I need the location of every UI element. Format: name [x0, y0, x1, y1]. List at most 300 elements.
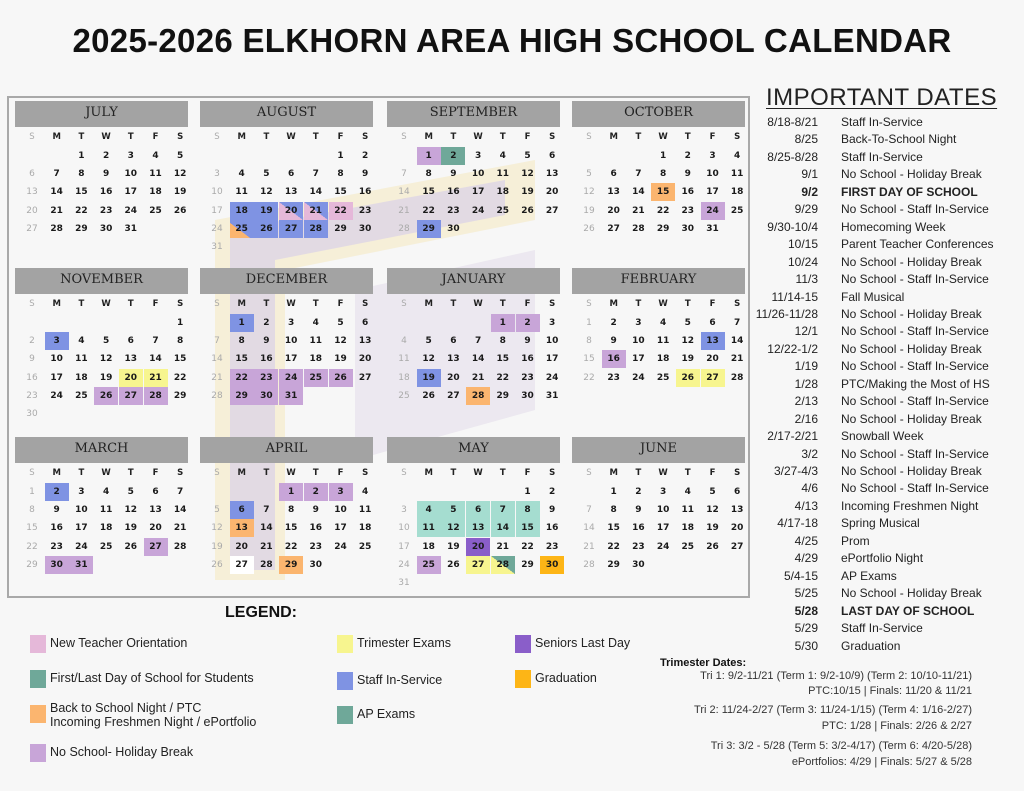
weekday-label: W [473, 299, 483, 309]
month-header: MAY [387, 437, 560, 463]
calendar-day: 6 [230, 501, 254, 519]
calendar-day: 24 [701, 202, 725, 220]
calendar-day: 1 [586, 318, 592, 328]
calendar-day: 29 [279, 556, 303, 574]
trimester-line: PTC: 1/28 | Finals: 2/26 & 2/27 [821, 720, 972, 732]
calendar-day: 2 [635, 487, 642, 497]
month-header: APRIL [200, 437, 373, 463]
calendar-day: 15 [75, 187, 88, 198]
calendar-day: 24 [124, 205, 138, 216]
calendar-day: 11 [656, 336, 670, 347]
calendar-day: 28 [211, 390, 223, 401]
important-date: 9/30-10/4 [767, 219, 818, 234]
calendar-day: 28 [583, 559, 595, 570]
calendar-day: 24 [334, 541, 347, 552]
calendar-day: 12 [99, 354, 113, 365]
calendar-day: 8 [337, 169, 344, 180]
calendar-day: 13 [26, 187, 38, 198]
weekday-label: S [401, 299, 407, 309]
calendar-day: 7 [586, 505, 592, 516]
month-header: AUGUST [200, 101, 373, 127]
calendar-day: 15 [422, 187, 435, 198]
legend-swatch-icon [337, 672, 353, 690]
calendar-day: 21 [583, 541, 595, 552]
calendar-day: 7 [635, 169, 642, 180]
calendar-day: 26 [676, 369, 700, 387]
calendar-day: 19 [447, 541, 460, 552]
calendar-day: 14 [491, 519, 515, 537]
calendar-day: 12 [706, 505, 719, 516]
important-date-row [755, 447, 1024, 464]
calendar-day: 19 [99, 372, 113, 383]
legend-swatch-icon [30, 705, 46, 723]
month-may [387, 437, 560, 602]
important-date-row [755, 202, 1024, 219]
important-date-row [755, 639, 1024, 656]
calendar-day: 20 [706, 354, 719, 365]
important-date-row [755, 220, 1024, 237]
calendar-day: 15 [235, 354, 248, 365]
important-date-row [755, 167, 1024, 184]
calendar-day: 3 [401, 505, 407, 516]
calendar-day: 5 [684, 318, 691, 328]
weekday-label: S [734, 468, 741, 478]
month-header: SEPTEMBER [387, 101, 560, 127]
important-date: 5/4-15 [783, 568, 818, 583]
legend-swatch-icon [30, 670, 46, 688]
month-header: JUNE [572, 437, 745, 463]
calendar-day: 2 [304, 483, 328, 501]
calendar-day: 17 [656, 523, 670, 534]
important-date-description: No School - Holiday Break [841, 411, 982, 426]
calendar-day: 23 [26, 390, 38, 401]
calendar-day: 11 [149, 169, 162, 180]
calendar-day: 16 [602, 350, 626, 368]
calendar-day: 8 [78, 169, 85, 180]
calendar-day: 19 [254, 202, 278, 220]
important-date: 2/13 [794, 394, 818, 409]
weekday-label: T [684, 299, 691, 309]
calendar-day: 7 [152, 336, 159, 347]
legend-label [357, 636, 451, 650]
month-december [200, 268, 373, 433]
calendar-day: 17 [284, 354, 298, 365]
calendar-day: 24 [398, 559, 410, 570]
calendar-day: 13 [730, 505, 744, 516]
calendar-day: 10 [124, 169, 138, 180]
important-date-row [755, 377, 1024, 394]
calendar-day: 8 [610, 505, 617, 516]
calendar-day: 21 [50, 205, 63, 216]
important-date-description: LAST DAY OF SCHOOL [841, 603, 975, 618]
weekday-label: M [424, 299, 433, 309]
calendar-day: 24 [211, 223, 223, 234]
weekday-label: W [473, 132, 483, 142]
important-date-description: No School - Holiday Break [841, 341, 982, 356]
calendar-day: 17 [471, 187, 485, 198]
calendar-day: 10 [50, 354, 63, 365]
calendar-day: 8 [177, 336, 184, 347]
calendar-day: 16 [50, 523, 63, 534]
weekday-label: T [312, 468, 319, 478]
important-date-description: No School - Staff In-Service [841, 394, 989, 409]
calendar-day: 17 [545, 354, 559, 365]
calendar-day: 19 [417, 369, 441, 387]
calendar-day: 6 [29, 169, 35, 180]
calendar-day: 26 [254, 220, 278, 238]
calendar-day: 4 [734, 151, 741, 161]
calendar-day: 25 [656, 372, 670, 383]
weekday-label: S [549, 132, 556, 142]
calendar-day: 12 [422, 354, 435, 365]
calendar-day: 11 [358, 505, 372, 516]
weekday-label: S [29, 132, 35, 142]
calendar-day: 20 [466, 538, 490, 556]
calendar-day: 1 [29, 487, 35, 497]
legend-swatch-icon [515, 635, 531, 653]
calendar-day: 22 [284, 541, 298, 552]
calendar-day: 28 [260, 559, 273, 570]
calendar-day: 27 [447, 390, 460, 401]
important-date: 4/13 [794, 498, 818, 513]
calendar-day: 24 [656, 541, 670, 552]
calendar-day: 30 [447, 223, 460, 234]
weekday-label: T [450, 132, 457, 142]
calendar-day: 31 [545, 390, 559, 401]
calendar-day: 13 [149, 505, 162, 516]
weekday-label: W [658, 299, 668, 309]
weekday-label: S [29, 468, 35, 478]
calendar-day: 22 [583, 372, 595, 383]
calendar-day: 15 [607, 523, 620, 534]
calendar-day: 12 [334, 336, 347, 347]
month-february [572, 268, 745, 433]
calendar-day: 27 [279, 220, 303, 238]
calendar-day: 15 [334, 187, 347, 198]
calendar-day: 5 [177, 151, 184, 161]
calendar-day: 2 [684, 151, 691, 161]
calendar-day: 8 [287, 505, 295, 516]
legend-label-line: First/Last Day of School for Students [50, 671, 254, 685]
calendar-day: 2 [45, 483, 69, 501]
weekday-label: W [473, 468, 483, 478]
calendar-day: 8 [516, 501, 540, 519]
calendar-day: 25 [417, 556, 441, 574]
calendar-day: 5 [214, 505, 220, 516]
important-dates-title: IMPORTANT DATES [766, 84, 998, 111]
calendar-day: 24 [279, 369, 303, 387]
calendar-day: 31 [279, 387, 303, 405]
calendar-day: 22 [329, 202, 353, 220]
legend-label-line: AP Exams [357, 707, 416, 721]
calendar-day: 15 [651, 183, 675, 201]
important-date: 9/1 [801, 167, 818, 182]
calendar-day: 26 [329, 369, 353, 387]
calendar-day: 17 [334, 523, 347, 534]
important-date-row [755, 237, 1024, 254]
weekday-label: T [78, 299, 85, 309]
weekday-label: S [177, 132, 184, 142]
important-date-description: No School - Holiday Break [841, 306, 982, 321]
calendar-day: 11 [496, 169, 510, 180]
weekday-label: T [127, 299, 134, 309]
important-date-description: Staff In-Service [841, 115, 923, 129]
important-date-description: Homecoming Week [841, 219, 946, 234]
calendar-day: 11 [730, 169, 744, 180]
calendar-day: 23 [50, 541, 63, 552]
calendar-day: 13 [358, 336, 372, 347]
calendar-day: 2 [102, 151, 110, 161]
calendar-day: 27 [466, 556, 490, 574]
calendar-day: 3 [549, 318, 556, 328]
weekday-label: F [524, 299, 531, 309]
month-november [15, 268, 188, 433]
calendar-day: 3 [659, 487, 667, 497]
calendar-day: 14 [149, 354, 162, 365]
calendar-day: 12 [173, 169, 187, 180]
important-date-row [755, 604, 1024, 621]
calendar-day: 4 [102, 487, 110, 497]
calendar-day: 22 [521, 541, 534, 552]
month-header: MARCH [15, 437, 188, 463]
important-date-row [755, 255, 1024, 272]
weekday-label: T [635, 299, 642, 309]
calendar-day: 20 [119, 369, 143, 387]
calendar-day: 18 [230, 202, 254, 220]
calendar-day: 7 [53, 169, 60, 180]
important-date-row [755, 551, 1024, 568]
calendar-day: 17 [632, 354, 645, 365]
weekday-label: W [286, 468, 296, 478]
calendar-day: 12 [583, 187, 595, 198]
important-date: 5/28 [794, 603, 818, 618]
important-date-row [755, 464, 1024, 481]
weekday-label: M [237, 299, 246, 309]
important-date-description: No School - Holiday Break [841, 464, 982, 478]
important-date: 12/1 [794, 324, 818, 339]
calendar-day: 6 [362, 318, 369, 328]
legend-label [357, 707, 415, 721]
calendar-day: 23 [358, 205, 372, 216]
calendar-day: 6 [287, 169, 295, 180]
calendar-day: 14 [173, 505, 187, 516]
important-date: 4/25 [794, 533, 818, 548]
calendar-day: 27 [701, 369, 725, 387]
calendar-day: 12 [211, 523, 223, 534]
legend-label [50, 671, 254, 685]
trimester-line: ePortfolios: 4/29 | Finals: 5/27 & 5/28 [791, 756, 972, 768]
calendar-day: 9 [263, 336, 270, 347]
calendar-day: 21 [173, 523, 187, 534]
calendar-day: 23 [681, 205, 695, 216]
calendar-day: 5 [441, 501, 465, 519]
calendar-day: 27 [26, 223, 38, 234]
weekday-label: S [549, 299, 556, 309]
calendar-day: 3 [287, 318, 295, 328]
calendar-day: 14 [260, 523, 273, 534]
calendar-day: 25 [75, 390, 88, 401]
important-date-description: No School - Holiday Break [841, 167, 982, 182]
month-september [387, 101, 560, 266]
calendar-day: 9 [684, 169, 691, 180]
calendar-day: 27 [144, 538, 168, 556]
calendar-day: 13 [124, 354, 138, 365]
calendar-day: 4 [362, 487, 369, 497]
calendar-day: 27 [545, 205, 559, 216]
calendar-day: 9 [312, 505, 319, 516]
important-date: 1/28 [794, 376, 818, 391]
weekday-label: S [177, 468, 184, 478]
calendar-day: 8 [499, 336, 506, 347]
weekday-label: T [127, 468, 134, 478]
legend-title: LEGEND: [225, 604, 297, 621]
weekday-label: W [101, 468, 111, 478]
calendar-day: 4 [684, 487, 691, 497]
calendar-day: 18 [99, 523, 113, 534]
important-date-description: Parent Teacher Conferences [841, 237, 994, 252]
calendar-day: 29 [496, 390, 510, 401]
important-date-description: Fall Musical [841, 289, 905, 304]
calendar-day: 30 [540, 556, 564, 574]
calendar-day: 6 [549, 151, 556, 161]
calendar-day: 16 [26, 372, 38, 383]
calendar-day: 6 [709, 318, 716, 328]
legend-label-line: Graduation [535, 671, 597, 685]
important-date-row [755, 185, 1024, 202]
weekday-label: M [424, 132, 433, 142]
calendar-day: 20 [279, 202, 303, 220]
weekday-label: T [263, 132, 270, 142]
calendar-day: 11 [75, 354, 88, 365]
calendar-day: 21 [471, 372, 485, 383]
calendar-day: 2 [441, 147, 465, 165]
calendar-day: 13 [466, 519, 490, 537]
legend-label-line: New Teacher Orientation [50, 636, 188, 650]
calendar-day: 10 [706, 169, 719, 180]
important-date-row [755, 342, 1024, 359]
calendar-day: 26 [124, 541, 138, 552]
calendar-day: 16 [260, 354, 273, 365]
calendar-day: 5 [524, 151, 531, 161]
calendar-day: 7 [214, 336, 220, 347]
calendar-day: 25 [99, 541, 113, 552]
calendar-day: 7 [263, 505, 270, 516]
calendar-day: 5 [425, 336, 432, 347]
calendar-day: 16 [545, 523, 559, 534]
weekday-label: F [709, 132, 716, 142]
calendar-day: 26 [521, 205, 534, 216]
calendar-day: 24 [75, 541, 88, 552]
calendar-day: 19 [124, 523, 138, 534]
calendar-day: 9 [53, 505, 60, 516]
calendar-day: 1 [230, 314, 254, 332]
calendar-day: 11 [398, 354, 410, 365]
weekday-label: T [127, 132, 134, 142]
calendar-day: 5 [337, 318, 344, 328]
calendar-day: 28 [730, 372, 744, 383]
calendar-day: 19 [211, 541, 223, 552]
calendar-day: 14 [632, 187, 645, 198]
calendar-day: 3 [329, 483, 353, 501]
calendar-day: 6 [152, 487, 159, 497]
weekday-label: W [101, 132, 111, 142]
weekday-label: M [237, 132, 246, 142]
weekday-label: M [424, 468, 433, 478]
important-date-description: Snowball Week [841, 429, 924, 444]
weekday-label: M [609, 299, 618, 309]
calendar-day: 26 [706, 541, 719, 552]
calendar-day: 26 [447, 559, 460, 570]
weekday-label: T [499, 468, 506, 478]
trimester-line: Tri 2: 11/24-2/27 (Term 3: 11/24-1/15) (Term 4: 1/16-2/27) [694, 704, 972, 716]
calendar-day: 16 [632, 523, 645, 534]
calendar-day: 6 [610, 169, 617, 180]
calendar-day: 30 [26, 409, 38, 419]
calendar-day: 21 [632, 205, 645, 216]
month-august [200, 101, 373, 266]
important-date-description: Spring Musical [841, 516, 920, 531]
calendar-day: 31 [124, 223, 138, 234]
calendar-day: 22 [607, 541, 620, 552]
calendar-day: 19 [681, 354, 695, 365]
calendar-day: 21 [496, 541, 510, 552]
weekday-label: M [52, 468, 61, 478]
important-date: 8/25 [794, 132, 818, 147]
legend-label-line: Seniors Last Day [535, 636, 631, 650]
weekday-label: M [609, 132, 618, 142]
weekday-label: S [362, 132, 369, 142]
calendar-day: 19 [334, 354, 347, 365]
calendar-day: 10 [398, 523, 410, 534]
calendar-day: 30 [632, 559, 645, 570]
calendar-day: 23 [545, 541, 559, 552]
calendar-day: 30 [681, 223, 695, 234]
trimester-line: PTC:10/15 | Finals: 11/20 & 11/21 [808, 685, 972, 697]
important-date-row [755, 290, 1024, 307]
calendar-day: 18 [730, 187, 744, 198]
weekday-label: T [684, 132, 691, 142]
calendar-day: 26 [173, 205, 187, 216]
calendar-day: 3 [709, 151, 716, 161]
calendar-day: 27 [119, 387, 143, 405]
important-date: 8/18-8/21 [767, 115, 818, 129]
calendar-day: 7 [491, 501, 515, 519]
calendar-day: 15 [26, 523, 38, 534]
weekday-label: S [29, 299, 35, 309]
important-date-description: No School - Staff In-Service [841, 446, 989, 461]
calendar-day: 31 [398, 578, 410, 588]
weekday-label: S [214, 299, 220, 309]
calendar-day: 8 [659, 169, 667, 180]
weekday-label: W [286, 132, 296, 142]
calendar-day: 29 [521, 559, 534, 570]
calendar-day: 3 [78, 487, 85, 497]
calendar-day: 27 [607, 223, 620, 234]
calendar-day: 10 [284, 336, 298, 347]
calendar-day: 1 [491, 314, 515, 332]
calendar-day: 7 [474, 336, 482, 347]
weekday-label: T [312, 299, 319, 309]
calendar-day: 4 [152, 151, 159, 161]
calendar-day: 27 [230, 556, 254, 574]
weekday-label: F [709, 299, 716, 309]
calendar-day: 15 [516, 519, 540, 537]
important-date-description: AP Exams [841, 568, 897, 583]
weekday-label: T [499, 132, 506, 142]
important-date-row [755, 569, 1024, 586]
calendar-day: 13 [230, 519, 254, 537]
calendar-day: 15 [284, 523, 298, 534]
